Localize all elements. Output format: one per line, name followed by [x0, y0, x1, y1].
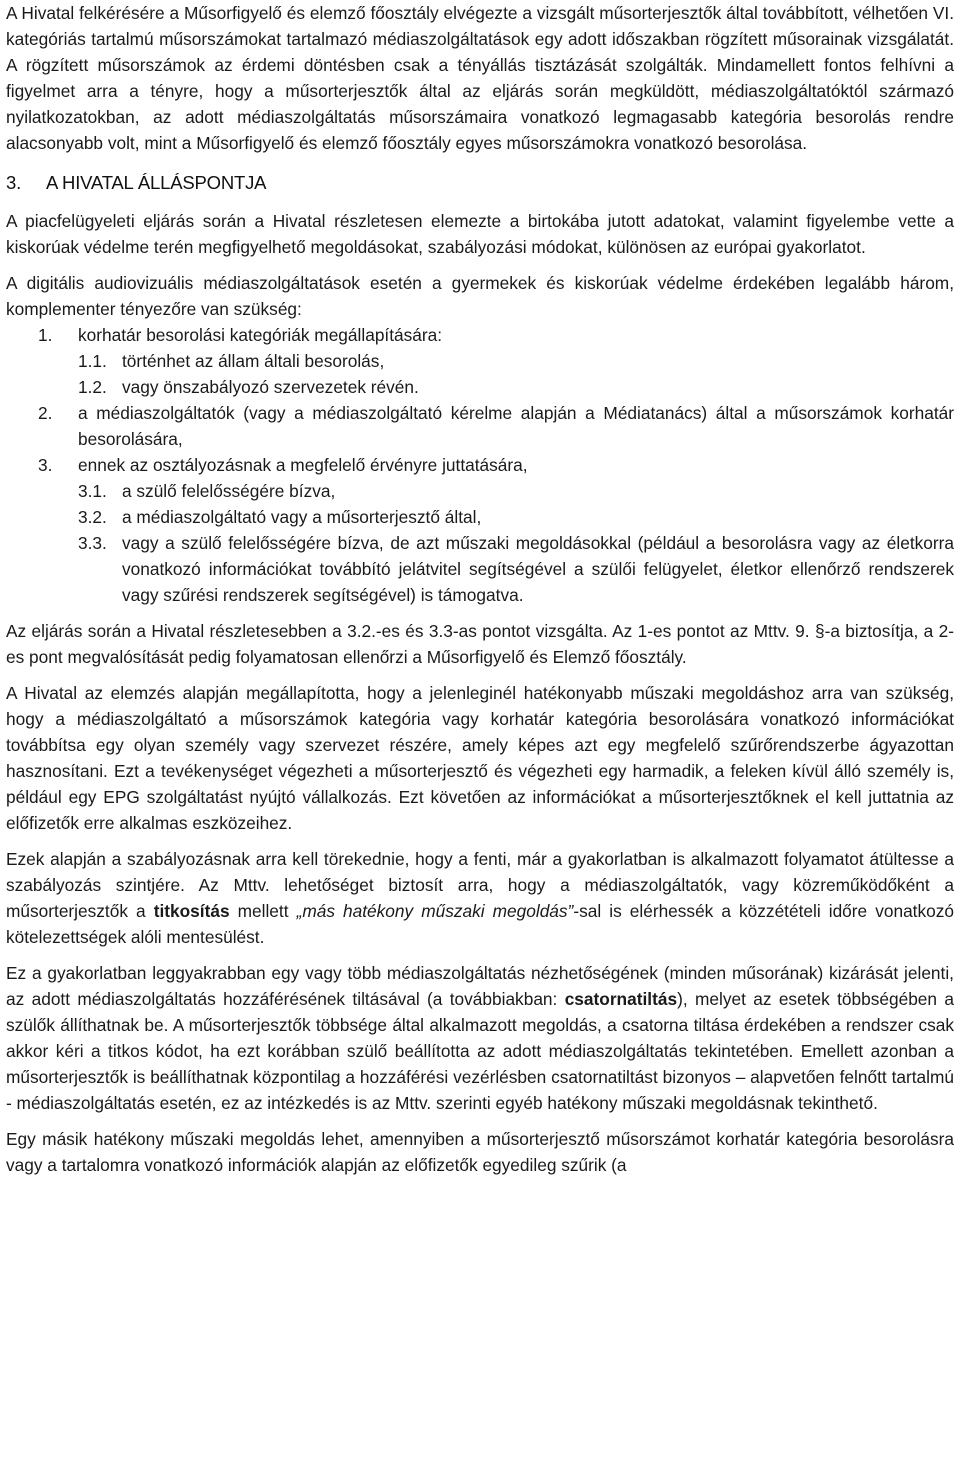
list-item-text: történhet az állam általi besorolás,	[122, 351, 385, 371]
list-item-number: 3.3.	[78, 533, 107, 553]
list-item	[6, 400, 954, 452]
list-item-number: 1.	[38, 325, 53, 345]
list-item-text: ennek az osztályozásnak a megfelelő érvényre juttatására,	[78, 455, 528, 475]
section-number: 3.	[6, 172, 22, 193]
list-item-number: 1.2.	[78, 377, 107, 397]
list-item-text: vagy a szülő felelősségére bízva, de azt műszaki megoldásokkal (például a besorolásra vagy az életkorra vonatkozó információkat továbbító jelátvitel segítségével a szülői felügyelet, életkor ellenőrző rendszerek vagy szűrési rendszerek segítségével) is támogatva.	[122, 533, 954, 605]
list-item	[6, 452, 954, 478]
list-item-text: a médiaszolgáltató vagy a műsorterjesztő által,	[122, 507, 482, 527]
paragraph-digitalis: A digitális audiovizuális médiaszolgáltatások esetén a gyermekek és kiskorúak védelme érdekében legalább három, komplementer tényezőre van szükség:	[6, 273, 954, 319]
paragraph-szabalyozas-part1: Ezek alapján a szabályozásnak arra kell törekednie, hogy a fenti, már a gyakorlatban is alkalmazott folyamatot átültesse a szabályozás szintjére. Az Mttv. lehetőséget biztosít arra, hogy a médiaszolgáltatók, vagy közreműködőként a műsorterjesztők a	[6, 849, 954, 921]
paragraph-gyakorlat-part2: ), melyet az esetek többségében a szülők állíthatnak be. A műsorterjesztők többsége által alkalmazott megoldás, a csatorna tiltása érdekében a rendszer csak akkor kéri a titkos kódot, ha ezt korábban szülő beállította az adott médiaszolgáltatás tekintetében. Emellett azonban a műsorterjesztők is beállíthatnak központilag a hozzáférési vezérlésben csatornatiltást bizonyos – alapvetően felnőtt tartalmú - médiaszolgáltatás esetén, ez az intézkedés is az Mttv. szerinti egyéb hatékony műszaki megoldásnak tekinthető.	[6, 989, 954, 1113]
paragraph-szabalyozas	[6, 846, 954, 950]
section-title: A HIVATAL ÁLLÁSPONTJA	[46, 172, 267, 193]
paragraph-masik-megoldas: Egy másik hatékony műszaki megoldás lehet, amennyiben a műsorterjesztő műsorszámot korhatár kategória besorolásra vagy a tartalomra vonatkozó információk alapján az előfizetők egyedileg szűrik (a	[6, 1129, 954, 1175]
keyword-titkositas: titkosítás	[153, 901, 230, 921]
paragraph-szabalyozas-part3: -sal is elérhessék a közzétételi időre vonatkozó kötelezettségek alóli mentesülést.	[6, 901, 954, 947]
section-heading	[6, 170, 954, 196]
paragraph-gyakorlat	[6, 960, 954, 1116]
list-item-text: a médiaszolgáltatók (vagy a médiaszolgáltató kérelme alapján a Médiatanács) által a műsorszámok korhatár besorolására,	[78, 403, 954, 449]
paragraph-eljaras: Az eljárás során a Hivatal részletesebben a 3.2.-es és 3.3-as pontot vizsgálta. Az 1-es pontot az Mttv. 9. §-a biztosítja, a 2-es pont megvalósítását pedig folyamatosan ellenőrzi a Műsorfigyelő és Elemző főosztály.	[6, 621, 954, 667]
list-item-number: 3.2.	[78, 507, 107, 527]
paragraph-gyakorlat-part1: Ez a gyakorlatban leggyakrabban egy vagy több médiaszolgáltatás nézhetőségének (minden műsorának) kizárását jelenti, az adott médiaszolgáltatás hozzáférésének tiltásával (a továbbiakban:	[6, 963, 954, 1009]
paragraph-szabalyozas-part2: mellett	[229, 901, 297, 921]
paragraph-intro: A Hivatal felkérésére a Műsorfigyelő és elemző főosztály elvégezte a vizsgált műsorterjesztők által továbbított, vélhetően VI. kategóriás tartalmú műsorszámokat tartalmazó médiaszolgáltatások egy adott időszakban rögzített műsorainak vizsgálatát. A rögzített műsorszámok az érdemi döntésben csak a tényállás tisztázását szolgálták. Mindamellett fontos felhívni a figyelmet arra a tényre, hogy a műsorterjesztők által az eljárás során megküldött, médiaszolgáltatóktól származó nyilatkozatokban, az adott médiaszolgáltatás műsorszámaira vonatkozó legmagasabb kategória besorolás rendre alacsonyabb volt, mint a Műsorfigyelő és elemző főosztály egyes műsorszámokra vonatkozó besorolása.	[6, 3, 954, 153]
list-item	[6, 504, 954, 530]
list-item	[6, 374, 954, 400]
list-item-number: 2.	[38, 403, 53, 423]
list-item	[6, 530, 954, 608]
list-item-text: vagy önszabályozó szervezetek révén.	[122, 377, 419, 397]
list-item-number: 3.1.	[78, 481, 107, 501]
list-item-text: a szülő felelősségére bízva,	[122, 481, 336, 501]
paragraph-piacfelugyeleti: A piacfelügyeleti eljárás során a Hivatal részletesen elemezte a birtokába jutott adatokat, valamint figyelembe vette a kiskorúak védelme terén megfigyelhető megoldásokat, szabályozási módokat, különösen az európai gyakorlatot.	[6, 211, 954, 257]
list-item	[6, 478, 954, 504]
list-item-number: 1.1.	[78, 351, 107, 371]
list-item	[6, 348, 954, 374]
list-item-text: korhatár besorolási kategóriák megállapítására:	[78, 325, 443, 345]
list-item-number: 3.	[38, 455, 53, 475]
italic-mas-hatekony: „más hatékony műszaki megoldás”	[296, 901, 574, 921]
keyword-csatornatiltas: csatornatiltás	[564, 989, 678, 1009]
paragraph-elemzes: A Hivatal az elemzés alapján megállapította, hogy a jelenleginél hatékonyabb műszaki megoldáshoz arra van szükség, hogy a médiaszolgáltató a műsorszámok kategória vagy korhatár kategória besorolására vonatkozó információkat továbbítsa egy olyan személy vagy szervezet részére, amely képes azt egy megfelelő szűrőrendszerbe ágyazottan hasznosítani. Ezt a tevékenységet végezheti a műsorterjesztő és végezheti egy harmadik, a feleken kívül álló személy is, például egy EPG szolgáltatást nyújtó vállalkozás. Ezt követően az információkat a műsorterjesztőknek el kell juttatnia az előfizetők erre alkalmas eszközeihez.	[6, 683, 954, 833]
list-item	[6, 322, 954, 348]
factor-list	[6, 322, 954, 608]
